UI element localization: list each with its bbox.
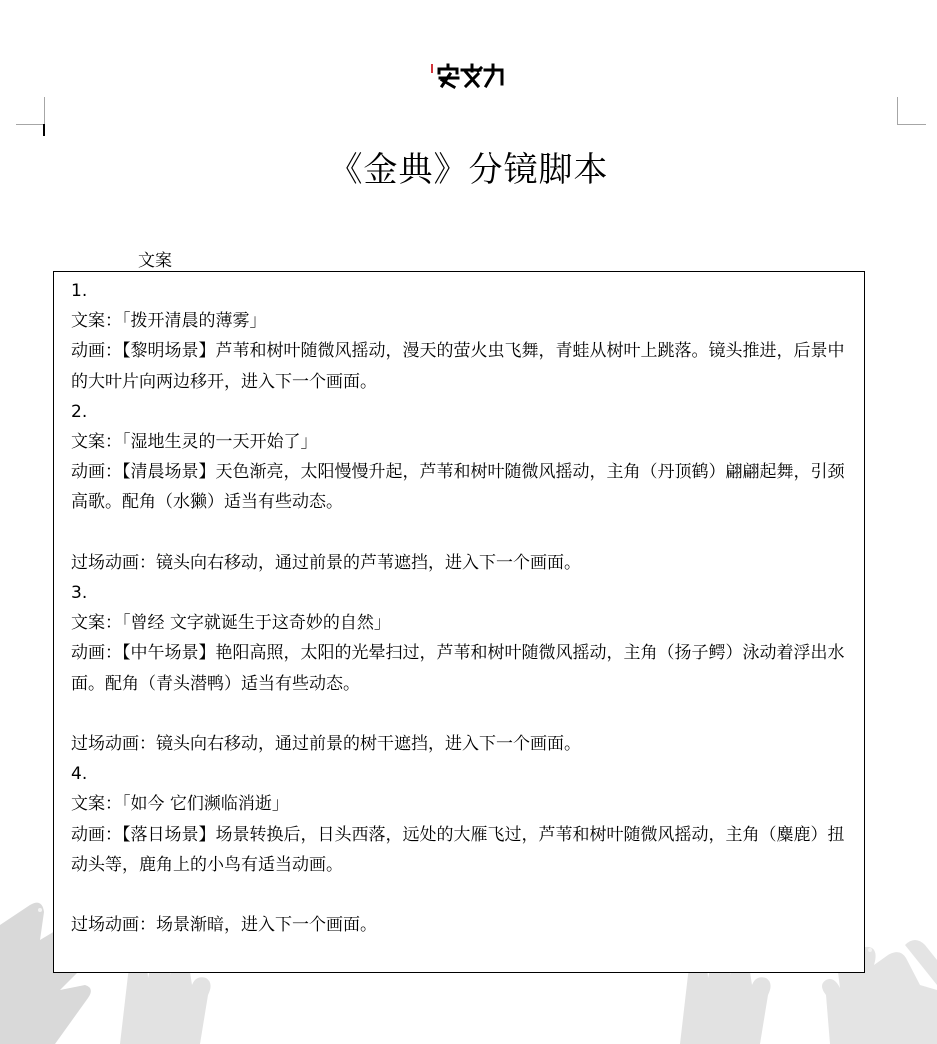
scene-animation: 动画：【中午场景】艳阳高照，太阳的光晕扫过，芦苇和树叶随微风摇动，主角（扬子鳄）泳动着浮出水面。配角（青头潜鸭）适当有些动态。 xyxy=(71,643,845,694)
scene-copy: 文案：「拨开清晨的薄雾」 xyxy=(71,311,267,332)
crop-mark-top-right-horizontal xyxy=(897,124,926,125)
brand-logo xyxy=(428,60,508,92)
scene-copy: 文案：「湿地生灵的一天开始了」 xyxy=(71,432,318,453)
crop-mark-top-right-vertical xyxy=(897,97,898,124)
script-text-box[interactable] xyxy=(53,271,865,973)
crop-mark-top-left-horizontal xyxy=(16,124,44,125)
scene-number: 1. xyxy=(71,281,88,301)
blank-line xyxy=(71,699,850,729)
script-content xyxy=(71,276,850,940)
page-title: 《金典》分镜脚本 xyxy=(328,150,609,190)
scene-number: 2. xyxy=(71,401,88,422)
scene-transition: 过场动画：镜头向右移动，通过前景的芦苇遮挡，进入下一个画面。 xyxy=(71,552,581,573)
scene-animation: 动画：【黎明场景】芦苇和树叶随微风摇动，漫天的萤火虫飞舞，青蛙从树叶上跳落。镜头推进，后景中的大叶片向两边移开，进入下一个画面。 xyxy=(71,341,845,392)
scene-copy: 文案：「曾经 文字就诞生于这奇妙的自然」 xyxy=(71,613,391,634)
section-label: 文案 xyxy=(138,251,172,271)
scene-animation: 动画：【落日场景】场景转换后，日头西落，远处的大雁飞过，芦苇和树叶随微风摇动，主角（麋鹿）扭动头等，鹿角上的小鸟有适当动画。 xyxy=(71,824,845,875)
scene-animation: 动画：【清晨场景】天色渐亮，太阳慢慢升起，芦苇和树叶随微风摇动，主角（丹顶鹤）翩翩起舞，引颈高歌。配角（水獭）适当有些动态。 xyxy=(71,462,845,513)
scene-copy: 文案：「如今 它们濒临消逝」 xyxy=(71,794,289,815)
scene-number: 4. xyxy=(71,764,88,785)
blank-line xyxy=(71,880,850,910)
scene-transition: 过场动画：场景渐暗，进入下一个画面。 xyxy=(71,915,377,936)
scene-transition: 过场动画：镜头向右移动，通过前景的树干遮挡，进入下一个画面。 xyxy=(71,734,581,755)
blank-line xyxy=(71,518,850,548)
scene-number: 3. xyxy=(71,583,88,604)
crop-mark-top-left-vertical xyxy=(44,97,45,124)
text-cursor xyxy=(43,124,45,136)
logo-glyph-icon xyxy=(428,60,508,92)
